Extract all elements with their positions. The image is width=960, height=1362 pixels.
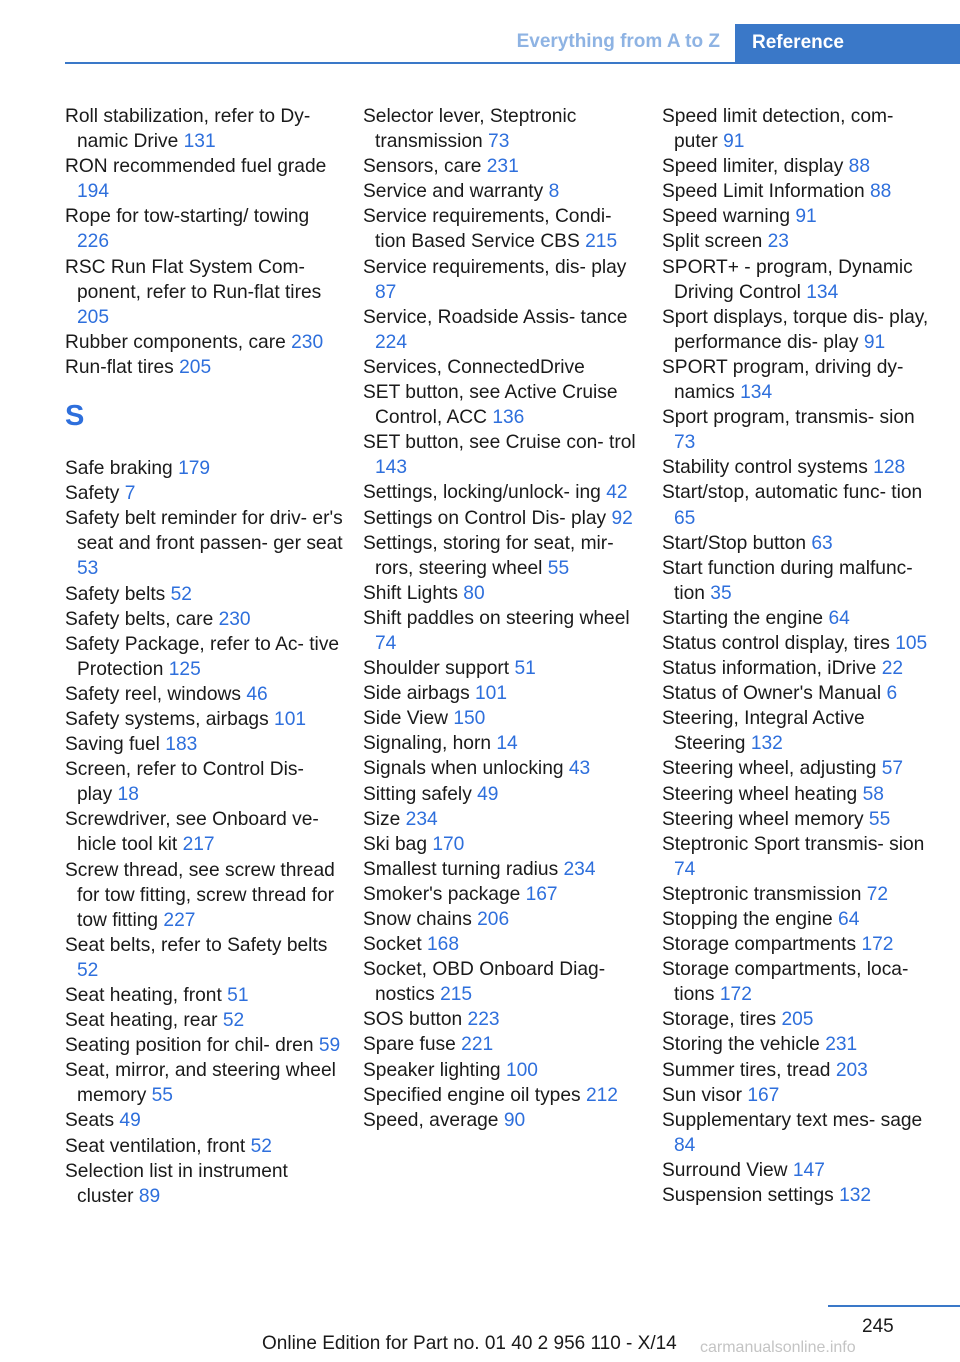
page-link[interactable]: 88 bbox=[869, 181, 892, 203]
index-entry bbox=[363, 1058, 641, 1083]
entry-text: SET button, see Active Cruise Control, ACC bbox=[363, 382, 618, 429]
page-link[interactable]: 91 bbox=[795, 206, 817, 228]
index-entry bbox=[65, 1108, 343, 1133]
index-entry bbox=[363, 1083, 641, 1108]
page-link[interactable]: 105 bbox=[895, 632, 928, 654]
index-entry bbox=[65, 1033, 343, 1058]
entry-text: Summer tires, tread bbox=[662, 1059, 831, 1081]
index-entry bbox=[662, 1108, 940, 1158]
page-link[interactable]: 52 bbox=[170, 583, 192, 605]
page-link[interactable]: 167 bbox=[747, 1084, 780, 1106]
entry-text: Service requirements, Condi- tion Based Service CBS bbox=[363, 206, 612, 253]
index-entry bbox=[662, 1032, 940, 1057]
index-entry bbox=[363, 1007, 641, 1032]
entry-text: Specified engine oil types bbox=[363, 1084, 581, 1106]
page-link[interactable]: 42 bbox=[606, 482, 628, 504]
index-entry bbox=[363, 581, 641, 606]
page-link[interactable]: 132 bbox=[750, 733, 783, 755]
page-link[interactable]: 51 bbox=[227, 985, 249, 1006]
page-link[interactable]: 215 bbox=[440, 984, 473, 1006]
entry-text: Screen, refer to Control Dis- play bbox=[65, 759, 304, 806]
page-link[interactable]: 52 bbox=[77, 959, 99, 981]
page-link[interactable]: 58 bbox=[862, 783, 884, 805]
entry-text: Storage compartments, loca- tions bbox=[662, 959, 909, 1006]
index-entry bbox=[363, 255, 641, 305]
page-link[interactable]: 132 bbox=[839, 1185, 872, 1207]
page-link[interactable]: 57 bbox=[881, 758, 904, 780]
index-entry bbox=[65, 1058, 343, 1108]
page-link[interactable]: 128 bbox=[873, 457, 906, 479]
entry-text: Speed warning bbox=[662, 206, 791, 228]
page-link[interactable]: 23 bbox=[767, 231, 789, 253]
page-link[interactable]: 143 bbox=[375, 457, 408, 479]
section-letter: S bbox=[65, 400, 85, 433]
index-entry bbox=[662, 531, 940, 556]
header-tab-reference: Reference bbox=[735, 24, 960, 62]
entry-text: Side airbags bbox=[363, 683, 470, 705]
page-link[interactable]: 227 bbox=[163, 909, 196, 931]
index-entry bbox=[363, 882, 641, 907]
entry-text: Service requirements, dis- play bbox=[363, 256, 627, 278]
index-entry bbox=[65, 632, 343, 682]
page-link[interactable]: 63 bbox=[811, 532, 833, 554]
page-link[interactable]: 215 bbox=[585, 231, 618, 253]
page-header bbox=[65, 24, 960, 64]
index-entry bbox=[65, 757, 343, 807]
page-link[interactable]: 131 bbox=[183, 131, 216, 153]
index-entry bbox=[363, 179, 641, 204]
entry-text: Screw thread, see screw thread for tow fitting, screw thread for tow fitting bbox=[65, 859, 335, 931]
entry-text: Smoker's package bbox=[363, 883, 521, 905]
page-link[interactable]: 217 bbox=[182, 834, 215, 856]
page-link[interactable]: 234 bbox=[563, 858, 596, 880]
index-entry bbox=[662, 1183, 940, 1208]
entry-text: Stopping the engine bbox=[662, 909, 833, 930]
page-link[interactable]: 194 bbox=[77, 181, 110, 203]
page-link[interactable]: 170 bbox=[432, 833, 465, 855]
page-link[interactable]: 100 bbox=[505, 1059, 538, 1081]
index-entry bbox=[363, 531, 641, 581]
entry-text: Rubber components, care bbox=[65, 331, 286, 353]
page-link[interactable]: 74 bbox=[674, 858, 696, 880]
entry-text: Side View bbox=[363, 708, 448, 730]
entry-text: Seat, mirror, and steering wheel memory bbox=[65, 1060, 336, 1107]
entry-text: Steering, Integral Active Steering bbox=[662, 708, 865, 755]
entry-text: Settings on Control Dis- play bbox=[363, 507, 607, 529]
page-link[interactable]: 168 bbox=[427, 934, 460, 956]
page-link[interactable]: 22 bbox=[881, 658, 904, 680]
index-entry bbox=[363, 782, 641, 807]
page-link[interactable]: 80 bbox=[463, 582, 485, 604]
index-entry bbox=[662, 355, 940, 405]
entry-text: Safety belts, care bbox=[65, 608, 214, 630]
entry-text: Settings, storing for seat, mir- rors, steering wheel bbox=[363, 532, 614, 579]
index-entry bbox=[363, 480, 641, 505]
entry-text: Shift Lights bbox=[363, 582, 458, 604]
index-entry bbox=[662, 957, 940, 1007]
index-entry bbox=[363, 681, 641, 706]
index-entry bbox=[65, 983, 343, 1008]
page-link[interactable]: 224 bbox=[375, 331, 408, 353]
index-entry bbox=[363, 104, 641, 154]
index-entry bbox=[363, 731, 641, 756]
page-link[interactable]: 14 bbox=[496, 733, 518, 755]
entry-text: Snow chains bbox=[363, 909, 472, 930]
entry-text: Safety systems, airbags bbox=[65, 708, 269, 730]
entry-text: Seats bbox=[65, 1110, 115, 1132]
page-link[interactable]: 167 bbox=[525, 883, 558, 905]
index-entry bbox=[662, 832, 940, 882]
page-link[interactable]: 183 bbox=[165, 734, 198, 756]
entry-text: Steering wheel, adjusting bbox=[662, 758, 877, 780]
page-link[interactable]: 53 bbox=[77, 558, 99, 580]
index-entry bbox=[662, 782, 940, 807]
entry-text: Safety Package, refer to Ac- tive Protection bbox=[65, 633, 340, 680]
page-link[interactable]: 231 bbox=[486, 156, 519, 178]
entry-text: Speed Limit Information bbox=[662, 181, 865, 203]
index-entry bbox=[662, 229, 940, 254]
entry-text: Seating position for chil- dren bbox=[65, 1035, 314, 1057]
index-entry bbox=[662, 907, 940, 932]
index-entry bbox=[65, 607, 343, 632]
index-entry bbox=[65, 355, 343, 380]
index-entry bbox=[363, 380, 641, 430]
index-entry bbox=[662, 480, 940, 530]
entry-text: Sitting safely bbox=[363, 783, 472, 805]
entry-text: Rope for tow-starting/ towing bbox=[65, 206, 310, 228]
page-link[interactable]: 55 bbox=[547, 557, 570, 579]
index-entry bbox=[662, 656, 940, 681]
entry-text: Roll stabilization, refer to Dy- namic Drive bbox=[65, 106, 311, 153]
entry-text: Speed, average bbox=[363, 1109, 499, 1131]
entry-text: Screwdriver, see Onboard ve- hicle tool kit bbox=[65, 809, 319, 856]
entry-text: Selection list in instrument cluster bbox=[65, 1160, 288, 1207]
edition-note: Online Edition for Part no. 01 40 2 956 110 - X/14 bbox=[262, 1333, 677, 1354]
entry-text: Service, Roadside Assis- tance bbox=[363, 306, 628, 328]
entry-text: Surround View bbox=[662, 1159, 788, 1181]
index-entry bbox=[662, 179, 940, 204]
index-entry bbox=[662, 1058, 940, 1083]
page-link[interactable]: 212 bbox=[585, 1084, 618, 1106]
entry-text: SPORT program, driving dy- namics bbox=[662, 356, 904, 404]
page-link[interactable]: 205 bbox=[179, 356, 212, 378]
page-link[interactable]: 91 bbox=[863, 331, 886, 353]
page-link[interactable]: 89 bbox=[138, 1185, 161, 1207]
page-link[interactable]: 7 bbox=[124, 483, 136, 505]
index-entry bbox=[363, 857, 641, 882]
entry-text: Sport program, transmis- sion bbox=[662, 407, 915, 429]
page-link[interactable]: 87 bbox=[375, 281, 397, 303]
entry-text: RSC Run Flat System Com- ponent, refer to Run-flat tires bbox=[65, 256, 322, 303]
index-entry bbox=[662, 405, 940, 455]
index-entry bbox=[363, 807, 641, 832]
entry-text: Socket bbox=[363, 934, 422, 956]
index-entry bbox=[662, 305, 940, 355]
page-link[interactable]: 206 bbox=[477, 909, 510, 930]
page-link[interactable]: 179 bbox=[178, 458, 211, 480]
entry-text: Seat heating, front bbox=[65, 985, 222, 1006]
index-column-2 bbox=[363, 104, 641, 1133]
page-link[interactable]: 72 bbox=[866, 883, 889, 905]
page-link[interactable]: 136 bbox=[492, 407, 525, 429]
entry-text: Seat heating, rear bbox=[65, 1010, 218, 1032]
page-link[interactable]: 8 bbox=[548, 181, 560, 203]
page-link[interactable]: 203 bbox=[835, 1059, 868, 1081]
entry-text: Sensors, care bbox=[363, 156, 482, 178]
index-entry bbox=[662, 1083, 940, 1108]
index-entry bbox=[662, 606, 940, 631]
page-link[interactable]: 55 bbox=[151, 1085, 173, 1107]
index-entry bbox=[662, 455, 940, 480]
page-link[interactable]: 205 bbox=[77, 306, 110, 328]
entry-text: Storage, tires bbox=[662, 1009, 777, 1031]
page-link[interactable]: 84 bbox=[674, 1134, 696, 1156]
index-entry bbox=[65, 204, 343, 254]
page-link[interactable]: 91 bbox=[723, 131, 745, 153]
entry-text: Steptronic transmission bbox=[662, 883, 862, 905]
page-link[interactable]: 150 bbox=[453, 708, 486, 730]
page-link[interactable]: 172 bbox=[719, 984, 752, 1006]
page-link[interactable]: 172 bbox=[861, 934, 894, 956]
entry-text: RON recommended fuel grade bbox=[65, 156, 327, 178]
entry-text: Status information, iDrive bbox=[662, 658, 877, 680]
index-entry bbox=[65, 481, 343, 506]
page-link[interactable]: 88 bbox=[848, 156, 870, 178]
entry-text: Starting the engine bbox=[662, 607, 824, 629]
page-link[interactable]: 74 bbox=[375, 632, 397, 654]
index-entry bbox=[662, 556, 940, 606]
entry-text: Status of Owner's Manual bbox=[662, 683, 882, 705]
entry-text: Socket, OBD Onboard Diag- nostics bbox=[363, 959, 606, 1006]
index-entry bbox=[65, 933, 343, 983]
index-entry bbox=[363, 706, 641, 731]
index-entry bbox=[662, 681, 940, 706]
index-entry bbox=[363, 355, 641, 380]
page-link[interactable]: 73 bbox=[674, 432, 696, 454]
page-link[interactable]: 92 bbox=[611, 507, 633, 529]
entry-text: Shoulder support bbox=[363, 658, 510, 680]
index-entry bbox=[662, 882, 940, 907]
index-entry bbox=[363, 756, 641, 781]
entry-text: Sport displays, torque dis- play, performance dis- play bbox=[662, 306, 929, 353]
index-entry bbox=[662, 1007, 940, 1032]
index-entry bbox=[662, 154, 940, 179]
footer-rule bbox=[828, 1305, 960, 1307]
index-entry bbox=[65, 682, 343, 707]
entry-text: Steptronic Sport transmis- sion bbox=[662, 833, 925, 855]
page-link[interactable]: 52 bbox=[222, 1010, 245, 1032]
page-link[interactable]: 43 bbox=[568, 758, 591, 780]
page-link[interactable]: 226 bbox=[77, 231, 110, 253]
page-link[interactable]: 59 bbox=[318, 1035, 341, 1057]
page-link[interactable]: 234 bbox=[405, 808, 438, 830]
index-entry bbox=[363, 957, 641, 1007]
page-link[interactable]: 230 bbox=[291, 331, 324, 353]
page-link[interactable]: 230 bbox=[218, 608, 251, 630]
entry-text: Run-flat tires bbox=[65, 356, 174, 378]
page-link[interactable]: 49 bbox=[119, 1110, 141, 1132]
entry-text: Shift paddles on steering wheel bbox=[363, 607, 630, 629]
entry-text: Speed limiter, display bbox=[662, 156, 844, 178]
page-link[interactable]: 134 bbox=[740, 382, 773, 404]
entry-text: Spare fuse bbox=[363, 1034, 456, 1056]
page-link[interactable]: 51 bbox=[514, 658, 536, 680]
entry-text: Steering wheel memory bbox=[662, 808, 864, 830]
page-link[interactable]: 134 bbox=[806, 281, 839, 303]
entry-text: Supplementary text mes- sage bbox=[662, 1109, 923, 1131]
index-entry bbox=[662, 631, 940, 656]
index-entry bbox=[65, 506, 343, 581]
page-number: 245 bbox=[862, 1316, 894, 1337]
page-link[interactable]: 221 bbox=[461, 1034, 494, 1056]
entry-text: Smallest turning radius bbox=[363, 858, 559, 880]
index-entry bbox=[65, 807, 343, 857]
index-entry bbox=[662, 255, 940, 305]
entry-text: Safety reel, windows bbox=[65, 683, 241, 705]
index-entry bbox=[363, 907, 641, 932]
index-entry bbox=[65, 1159, 343, 1209]
entry-text: Safety belts bbox=[65, 583, 166, 605]
index-entry bbox=[65, 330, 343, 355]
entry-text: Status control display, tires bbox=[662, 632, 890, 654]
page-link[interactable]: 231 bbox=[825, 1034, 858, 1056]
entry-text: Signaling, horn bbox=[363, 733, 492, 755]
entry-text: Safety bbox=[65, 483, 120, 505]
header-section-title: Everything from A to Z bbox=[516, 31, 720, 52]
entry-text: Storage compartments bbox=[662, 934, 857, 956]
index-entry bbox=[65, 456, 343, 481]
page-link[interactable]: 125 bbox=[168, 658, 201, 680]
index-entry bbox=[363, 305, 641, 355]
page-link[interactable]: 73 bbox=[488, 131, 510, 153]
page-link[interactable]: 55 bbox=[868, 808, 891, 830]
index-entry bbox=[363, 1032, 641, 1057]
entry-text: Speed limit detection, com- puter bbox=[662, 106, 894, 153]
index-entry bbox=[65, 154, 343, 204]
index-entry bbox=[363, 430, 641, 480]
index-entry bbox=[65, 582, 343, 607]
index-entry bbox=[65, 255, 343, 330]
index-entry bbox=[363, 204, 641, 254]
entry-text: Start function during malfunc- tion bbox=[662, 557, 913, 604]
page-link[interactable]: 147 bbox=[792, 1159, 825, 1181]
entry-text: SET button, see Cruise con- trol bbox=[363, 432, 636, 454]
page-link[interactable]: 35 bbox=[710, 582, 732, 604]
entry-text: Speaker lighting bbox=[363, 1059, 501, 1081]
index-entry bbox=[363, 656, 641, 681]
page-link[interactable]: 223 bbox=[467, 1009, 500, 1031]
index-entry bbox=[65, 858, 343, 933]
page-link[interactable]: 49 bbox=[477, 783, 499, 805]
watermark: carmanualsonline.info bbox=[700, 1339, 856, 1356]
index-entry bbox=[363, 154, 641, 179]
index-entry bbox=[363, 606, 641, 656]
entry-text: Service and warranty bbox=[363, 181, 544, 203]
entry-text: Seat ventilation, front bbox=[65, 1135, 246, 1157]
page-link[interactable]: 101 bbox=[274, 708, 307, 730]
index-entry bbox=[363, 1108, 641, 1133]
page-link[interactable]: 90 bbox=[503, 1109, 526, 1131]
entry-text: Split screen bbox=[662, 231, 763, 253]
entry-text: Saving fuel bbox=[65, 734, 160, 756]
entry-text: Safe braking bbox=[65, 458, 173, 480]
page-link[interactable]: 101 bbox=[475, 683, 508, 705]
page-link[interactable]: 52 bbox=[250, 1135, 272, 1157]
entry-text: Ski bag bbox=[363, 833, 427, 855]
page-link[interactable]: 205 bbox=[781, 1009, 814, 1031]
page-link[interactable]: 65 bbox=[674, 507, 696, 529]
entry-text: SOS button bbox=[363, 1009, 463, 1031]
index-entry bbox=[65, 1008, 343, 1033]
index-entry bbox=[662, 1158, 940, 1183]
index-entry bbox=[662, 756, 940, 781]
entry-text: Storing the vehicle bbox=[662, 1034, 820, 1056]
index-entry bbox=[662, 807, 940, 832]
index-entry bbox=[662, 932, 940, 957]
entry-text: Settings, locking/unlock- ing bbox=[363, 482, 601, 504]
index-entry bbox=[363, 506, 641, 531]
entry-text: SPORT+ - program, Dynamic Driving Control bbox=[662, 256, 913, 303]
index-column-3 bbox=[662, 104, 940, 1208]
entry-text: Selector lever, Steptronic transmission bbox=[363, 106, 577, 153]
page-link[interactable]: 46 bbox=[246, 683, 268, 705]
page-link[interactable]: 18 bbox=[117, 784, 139, 806]
entry-text: Suspension settings bbox=[662, 1185, 834, 1207]
page-link[interactable]: 64 bbox=[838, 909, 860, 930]
entry-text: Seat belts, refer to Safety belts bbox=[65, 934, 328, 956]
index-entry bbox=[65, 1134, 343, 1159]
entry-text: Stability control systems bbox=[662, 457, 868, 479]
page-link[interactable]: 6 bbox=[886, 683, 898, 705]
index-entry bbox=[662, 104, 940, 154]
index-entry bbox=[662, 706, 940, 756]
index-entry bbox=[65, 707, 343, 732]
entry-text: Size bbox=[363, 808, 401, 830]
entry-text: Start/stop, automatic func- tion bbox=[662, 482, 923, 504]
index-entry bbox=[363, 932, 641, 957]
entry-text: Signals when unlocking bbox=[363, 758, 564, 780]
entry-text: Start/Stop button bbox=[662, 532, 806, 554]
entry-text: Services, ConnectedDrive bbox=[363, 356, 585, 378]
index-entry bbox=[65, 104, 343, 154]
page-link[interactable]: 64 bbox=[828, 607, 850, 629]
entry-text: Sun visor bbox=[662, 1084, 742, 1106]
index-column-1 bbox=[65, 104, 343, 1209]
entry-text: Steering wheel heating bbox=[662, 783, 858, 805]
index-entry bbox=[363, 832, 641, 857]
index-entry bbox=[662, 204, 940, 229]
index-entry bbox=[65, 732, 343, 757]
entry-text: Safety belt reminder for driv- er's seat and front passen- ger seat bbox=[65, 508, 343, 555]
